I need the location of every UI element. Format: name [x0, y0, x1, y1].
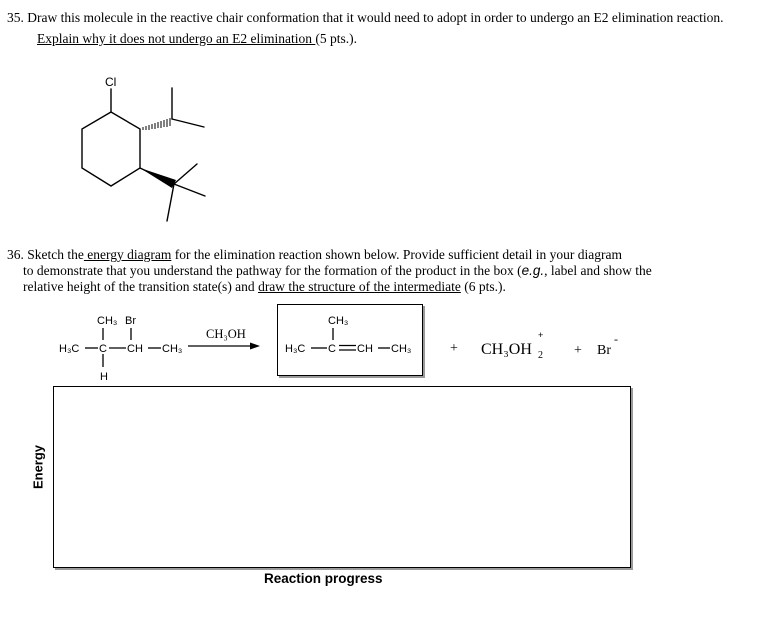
reactant-ch: CH: [127, 343, 143, 355]
reaction-progress-label: Reaction progress: [264, 571, 383, 586]
methyloxonium-subscript: 2: [538, 350, 543, 361]
q36-line3-text: relative height of the transition state(s) and: [23, 279, 259, 294]
chlorine-label: Cl: [105, 75, 117, 89]
methyloxonium-charge: +: [538, 330, 544, 340]
q36-text-cont: for the elimination reaction shown below. Provide sufficient detail in your diagram: [171, 247, 622, 262]
product-ch: CH: [357, 343, 373, 355]
reactant-ch3-right: CH₃: [162, 343, 183, 355]
reactant-ch3-top: CH₃: [97, 315, 118, 327]
reactant-br: Br: [125, 315, 136, 327]
q36-points: (6 pts.).: [460, 279, 506, 294]
q36-line2-cont: , label and show the: [544, 263, 652, 278]
methyloxonium-formula: CH₃OH: [481, 341, 532, 358]
product-ch3-right: CH₃: [391, 343, 412, 355]
bromide-charge: -: [614, 332, 618, 346]
energy-axis-label: Energy: [30, 444, 46, 490]
question-36-line1: [7, 247, 622, 263]
product-ch3-top: CH₃: [328, 315, 349, 327]
question-36-line2: [23, 263, 652, 279]
question-35-points: (5 pts.).: [315, 31, 357, 46]
energy-diagram-box: [53, 386, 631, 568]
reactant-h: H: [100, 371, 108, 383]
plus-sign-1: +: [450, 341, 458, 356]
question-35-underlined: Explain why it does not undergo an E2 elimination: [37, 31, 316, 46]
cyclohexane-molecule: [0, 0, 781, 250]
q36-line2-text: to demonstrate that you understand the pathway for the formation of the product in the box (: [23, 263, 522, 278]
product-c: C: [328, 343, 336, 355]
bromide-ion: Br: [597, 343, 611, 358]
reactant-h3c: H₃C: [59, 343, 80, 355]
q36-underlined-intermediate: draw the structure of the intermediate: [258, 279, 461, 294]
question-36-line3: [23, 279, 506, 295]
plus-sign-2: +: [574, 343, 582, 358]
reactant-c: C: [99, 343, 107, 355]
q36-underlined-energy-diagram: energy diagram: [83, 247, 172, 262]
reaction-scheme: [0, 300, 781, 385]
q36-eg: e.g.: [521, 263, 545, 278]
product-h3c: H₃C: [285, 343, 306, 355]
q36-text: 36. Sketch the: [7, 247, 84, 262]
question-35-line1: 35. Draw this molecule in the reactive chair conformation that it would need to adopt in order to undergo an E2 elimination reaction.: [7, 10, 724, 25]
reagent-label: CH₃OH: [206, 327, 246, 341]
